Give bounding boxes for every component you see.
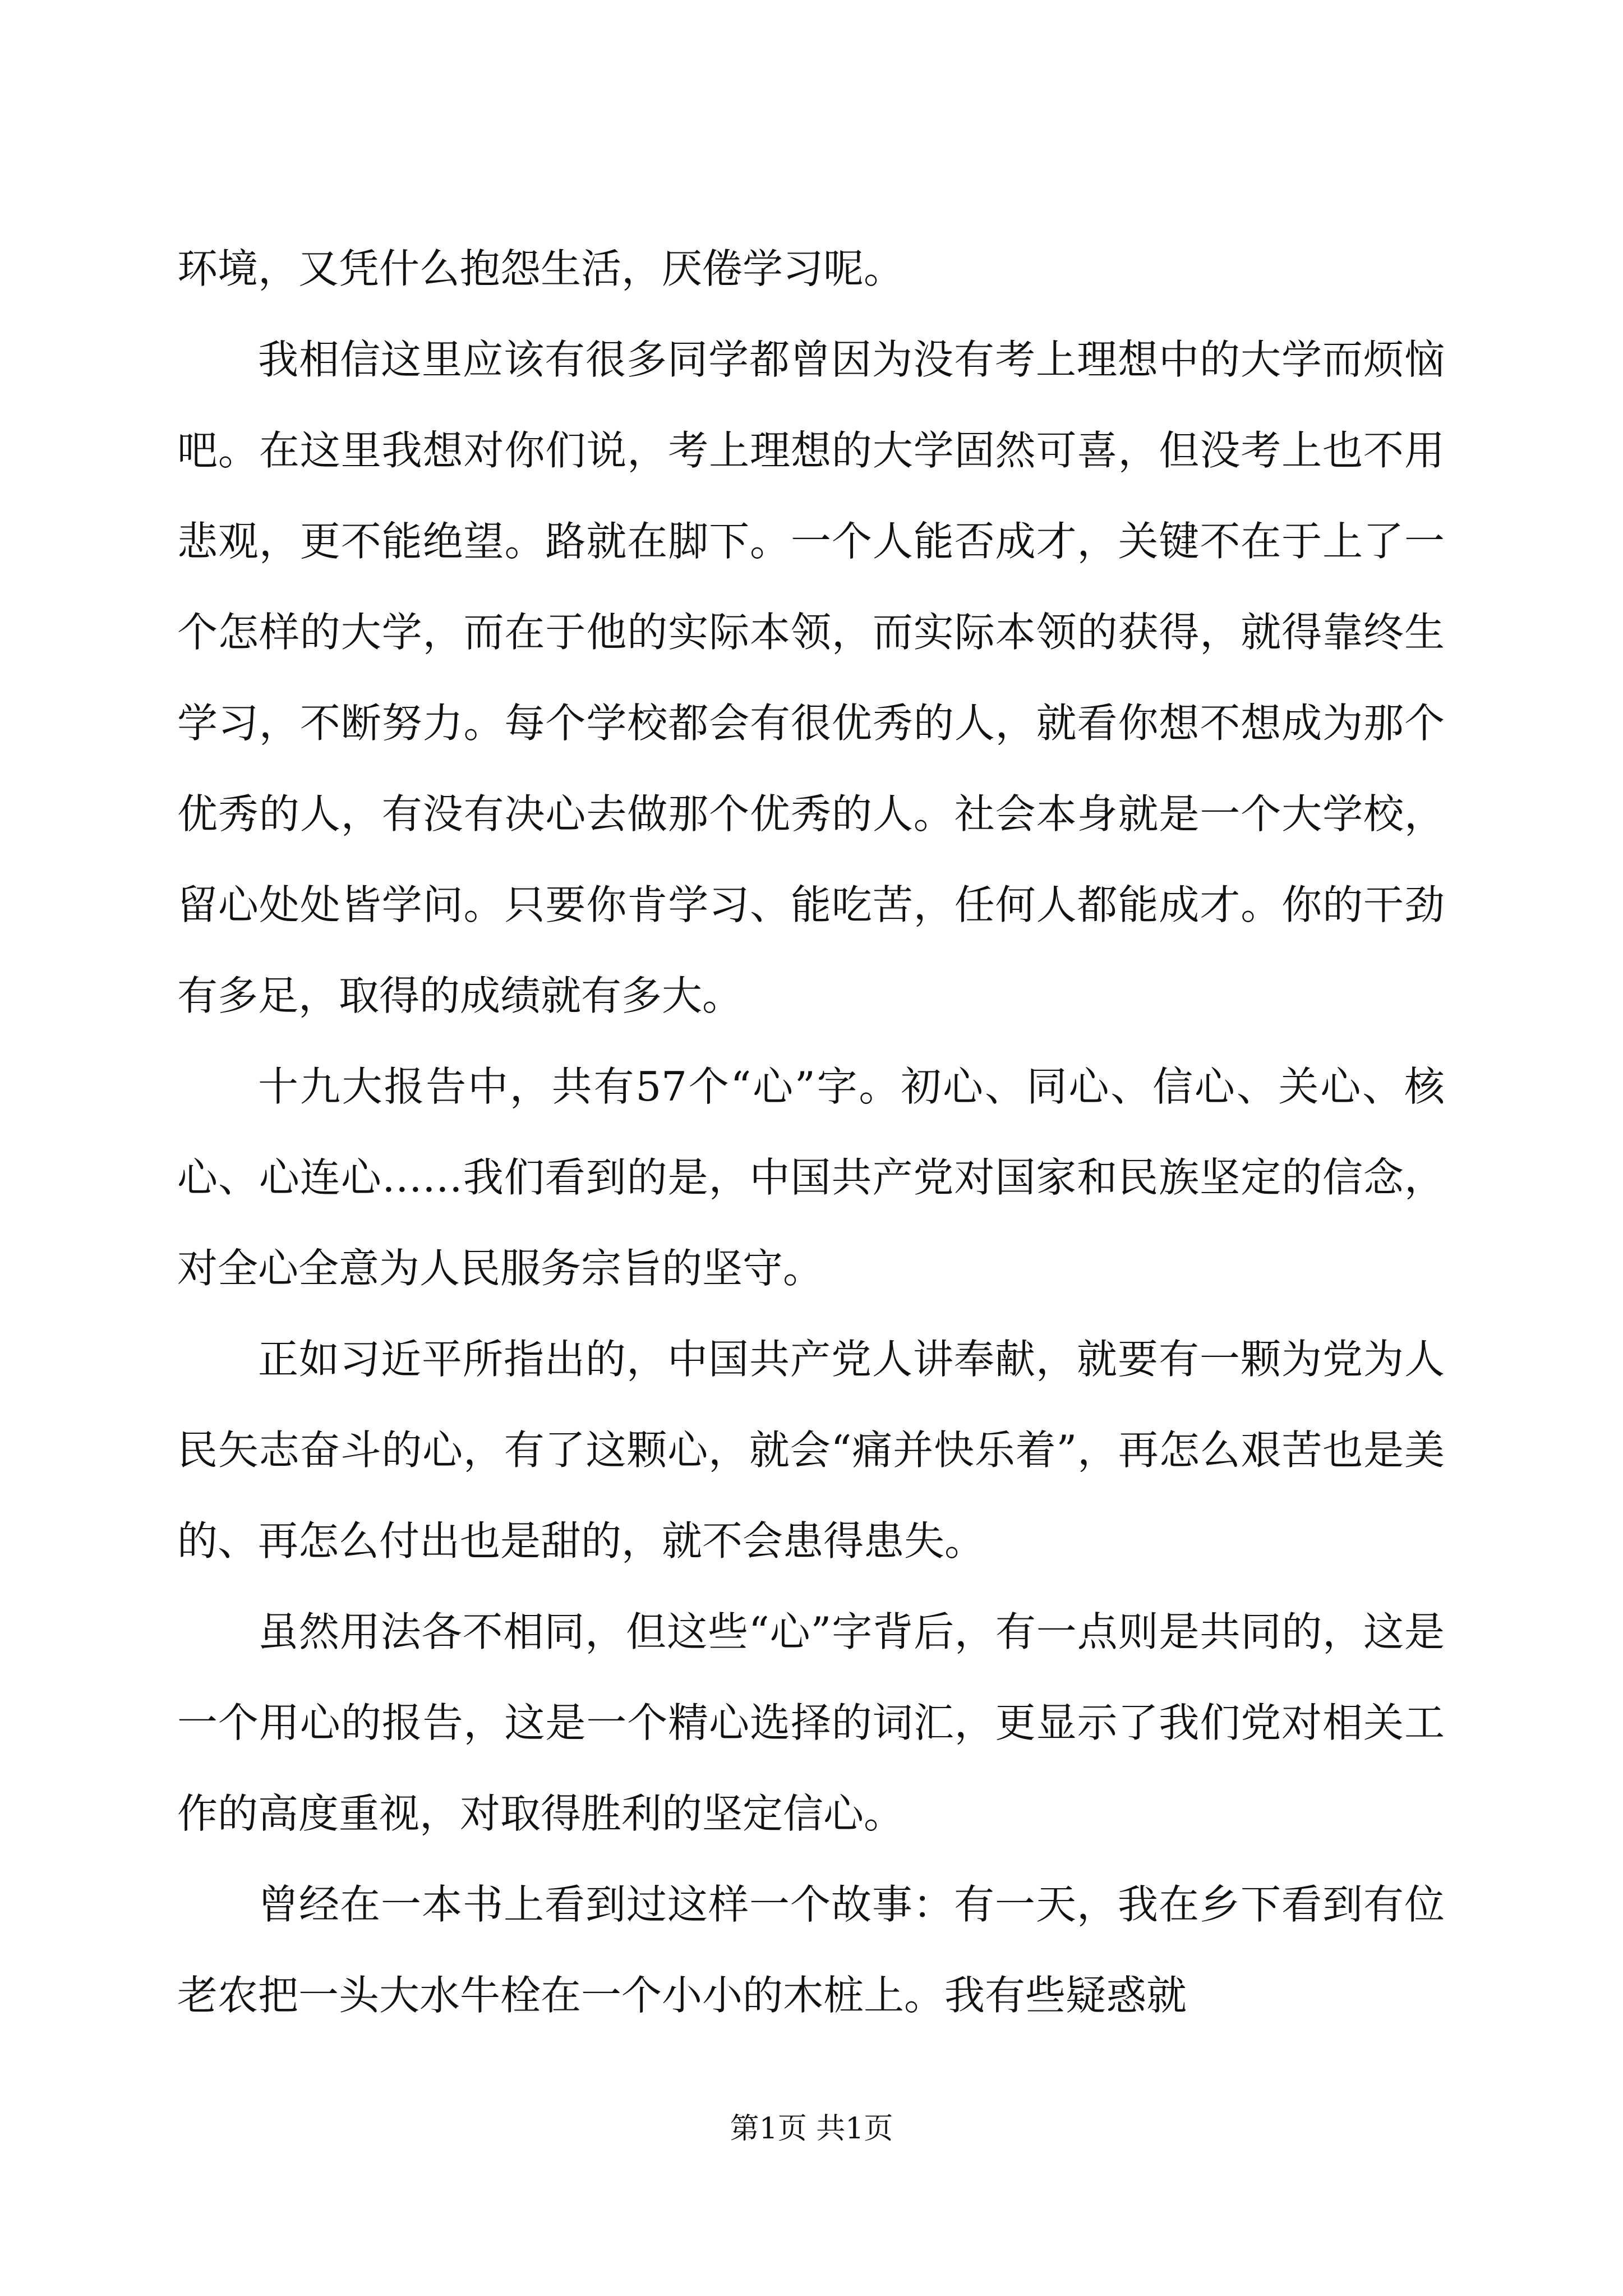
page-footer: 第1页 共1页 — [730, 2112, 893, 2146]
paragraph-story: 曾经在一本书上看到过这样一个故事：有一天，我在乡下看到有位老农把一头大水牛栓在一个小小的木桩上。我有些疑惑就 — [177, 1881, 1445, 2019]
document-body — [177, 223, 1445, 2041]
paragraph-continuation: 环境，又凭什么抱怨生活，厌倦学习呢。 — [177, 245, 905, 292]
paragraph-university: 我相信这里应该有很多同学都曾因为没有考上理想中的大学而烦恼吧。在这里我想对你们说，考上理想的大学固然可喜，但没考上也不用悲观，更不能绝望。路就在脚下。一个人能否成才，关键不在于上了一个怎样的大学，而在于他的实际本领，而实际本领的获得，就得靠终生学习，不断努力。每个学校都会有很优秀的人，就看你想不想成为那个优秀的人，有没有决心去做那个优秀的人。社会本身就是一个大学校，留心处处皆学问。只要你肯学习、能吃苦，任何人都能成才。你的干劲有多足，取得的成绩就有多大。 — [177, 336, 1445, 1019]
paragraph-dedication: 正如习近平所指出的，中国共产党人讲奉献，就要有一颗为党为人民矢志奋斗的心，有了这颗心，就会“痛并快乐着”，再怎么艰苦也是美的、再怎么付出也是甜的，就不会患得患失。 — [177, 1336, 1445, 1565]
paragraph-heart-characters: 十九大报告中，共有57个“心”字。初心、同心、信心、关心、核心、心连心……我们看到的是，中国共产党对国家和民族坚定的信念，对全心全意为人民服务宗旨的坚守。 — [177, 1063, 1445, 1292]
paragraph-common-point: 虽然用法各不相同，但这些“心”字背后，有一点则是共同的，这是一个用心的报告，这是一个精心选择的词汇，更显示了我们党对相关工作的高度重视，对取得胜利的坚定信心。 — [177, 1608, 1445, 1837]
